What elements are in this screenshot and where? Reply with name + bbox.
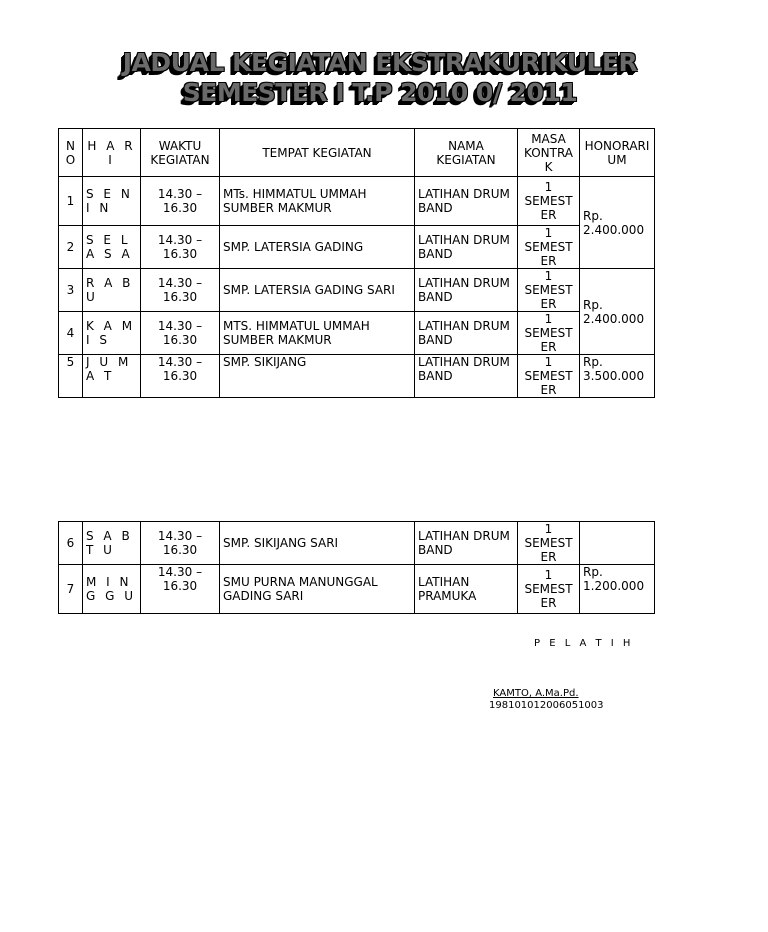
- row-activity: LATIHAN DRUM BAND: [415, 355, 518, 398]
- header-no: N O: [59, 129, 83, 177]
- row-duration: 1 SEMEST ER: [518, 226, 580, 269]
- row-day: M I N G G U: [83, 565, 141, 614]
- header-place: TEMPAT KEGIATAN: [220, 129, 415, 177]
- fee-cell: Rp. 3.500.000: [580, 355, 655, 398]
- fee-cell: Rp. 2.400.000: [580, 177, 655, 269]
- row-time: 14.30 – 16.30: [141, 312, 220, 355]
- table-row: [59, 269, 655, 312]
- table-row: [59, 565, 655, 614]
- row-no: 3: [59, 269, 83, 312]
- row-duration: 1 SEMEST ER: [518, 177, 580, 226]
- row-day: R A B U: [83, 269, 141, 312]
- row-place: MTS. HIMMATUL UMMAH SUMBER MAKMUR: [220, 312, 415, 355]
- row-activity: LATIHAN DRUM BAND: [415, 312, 518, 355]
- row-place: SMP. SIKIJANG: [220, 355, 415, 398]
- row-day: S E N I N: [83, 177, 141, 226]
- row-day: J U M A T: [83, 355, 141, 398]
- header-activity: NAMA KEGIATAN: [415, 129, 518, 177]
- row-activity: LATIHAN DRUM BAND: [415, 522, 518, 565]
- row-time: 14.30 – 16.30: [141, 177, 220, 226]
- header-time: WAKTU KEGIATAN: [141, 129, 220, 177]
- header-fee: HONORARI UM: [580, 129, 655, 177]
- row-place: SMP. SIKIJANG SARI: [220, 522, 415, 565]
- fee-cell: Rp. 1.200.000: [580, 565, 655, 614]
- row-place: SMP. LATERSIA GADING: [220, 226, 415, 269]
- row-day: K A M I S: [83, 312, 141, 355]
- row-time: 14.30 – 16.30: [141, 565, 220, 614]
- header-day: H A R I: [83, 129, 141, 177]
- row-place: SMP. LATERSIA GADING SARI: [220, 269, 415, 312]
- signature-name: KAMTO, A.Ma.Pd.: [493, 688, 579, 699]
- signature-role: P E L A T I H: [534, 638, 634, 649]
- schedule-table-continued: [58, 521, 655, 614]
- title-line-2: SEMESTER I T.P 2010 0/ 2011: [182, 78, 578, 107]
- row-day: S E L A S A: [83, 226, 141, 269]
- row-no: 1: [59, 177, 83, 226]
- header-duration: MASA KONTRA K: [518, 129, 580, 177]
- row-day: S A B T U: [83, 522, 141, 565]
- document-title: [0, 48, 768, 108]
- table-row: [59, 312, 655, 355]
- fee-cell: Rp. 2.400.000: [580, 269, 655, 355]
- row-activity: LATIHAN PRAMUKA: [415, 565, 518, 614]
- row-no: 7: [59, 565, 83, 614]
- row-no: 2: [59, 226, 83, 269]
- table-row: [59, 226, 655, 269]
- row-activity: LATIHAN DRUM BAND: [415, 177, 518, 226]
- row-duration: 1 SEMEST ER: [518, 522, 580, 565]
- table-row: [59, 177, 655, 226]
- table-header-row: [59, 129, 655, 177]
- row-activity: LATIHAN DRUM BAND: [415, 269, 518, 312]
- row-time: 14.30 – 16.30: [141, 226, 220, 269]
- row-time: 14.30 – 16.30: [141, 522, 220, 565]
- title-line-1: JADUAL KEGIATAN EKSTRAKURIKULER: [122, 48, 638, 77]
- row-duration: 1 SEMEST ER: [518, 269, 580, 312]
- row-no: 4: [59, 312, 83, 355]
- row-place: MTs. HIMMATUL UMMAH SUMBER MAKMUR: [220, 177, 415, 226]
- row-place: SMU PURNA MANUNGGAL GADING SARI: [220, 565, 415, 614]
- signature-nip: 198101012006051003: [489, 700, 604, 711]
- row-no: 6: [59, 522, 83, 565]
- table-row: [59, 355, 655, 398]
- row-no: 5: [59, 355, 83, 398]
- row-duration: 1 SEMEST ER: [518, 355, 580, 398]
- table-row: [59, 522, 655, 565]
- schedule-table: [58, 128, 655, 398]
- row-activity: LATIHAN DRUM BAND: [415, 226, 518, 269]
- row-duration: 1 SEMEST ER: [518, 312, 580, 355]
- row-duration: 1 SEMEST ER: [518, 565, 580, 614]
- row-time: 14.30 – 16.30: [141, 269, 220, 312]
- fee-cell: [580, 522, 655, 565]
- row-time: 14.30 – 16.30: [141, 355, 220, 398]
